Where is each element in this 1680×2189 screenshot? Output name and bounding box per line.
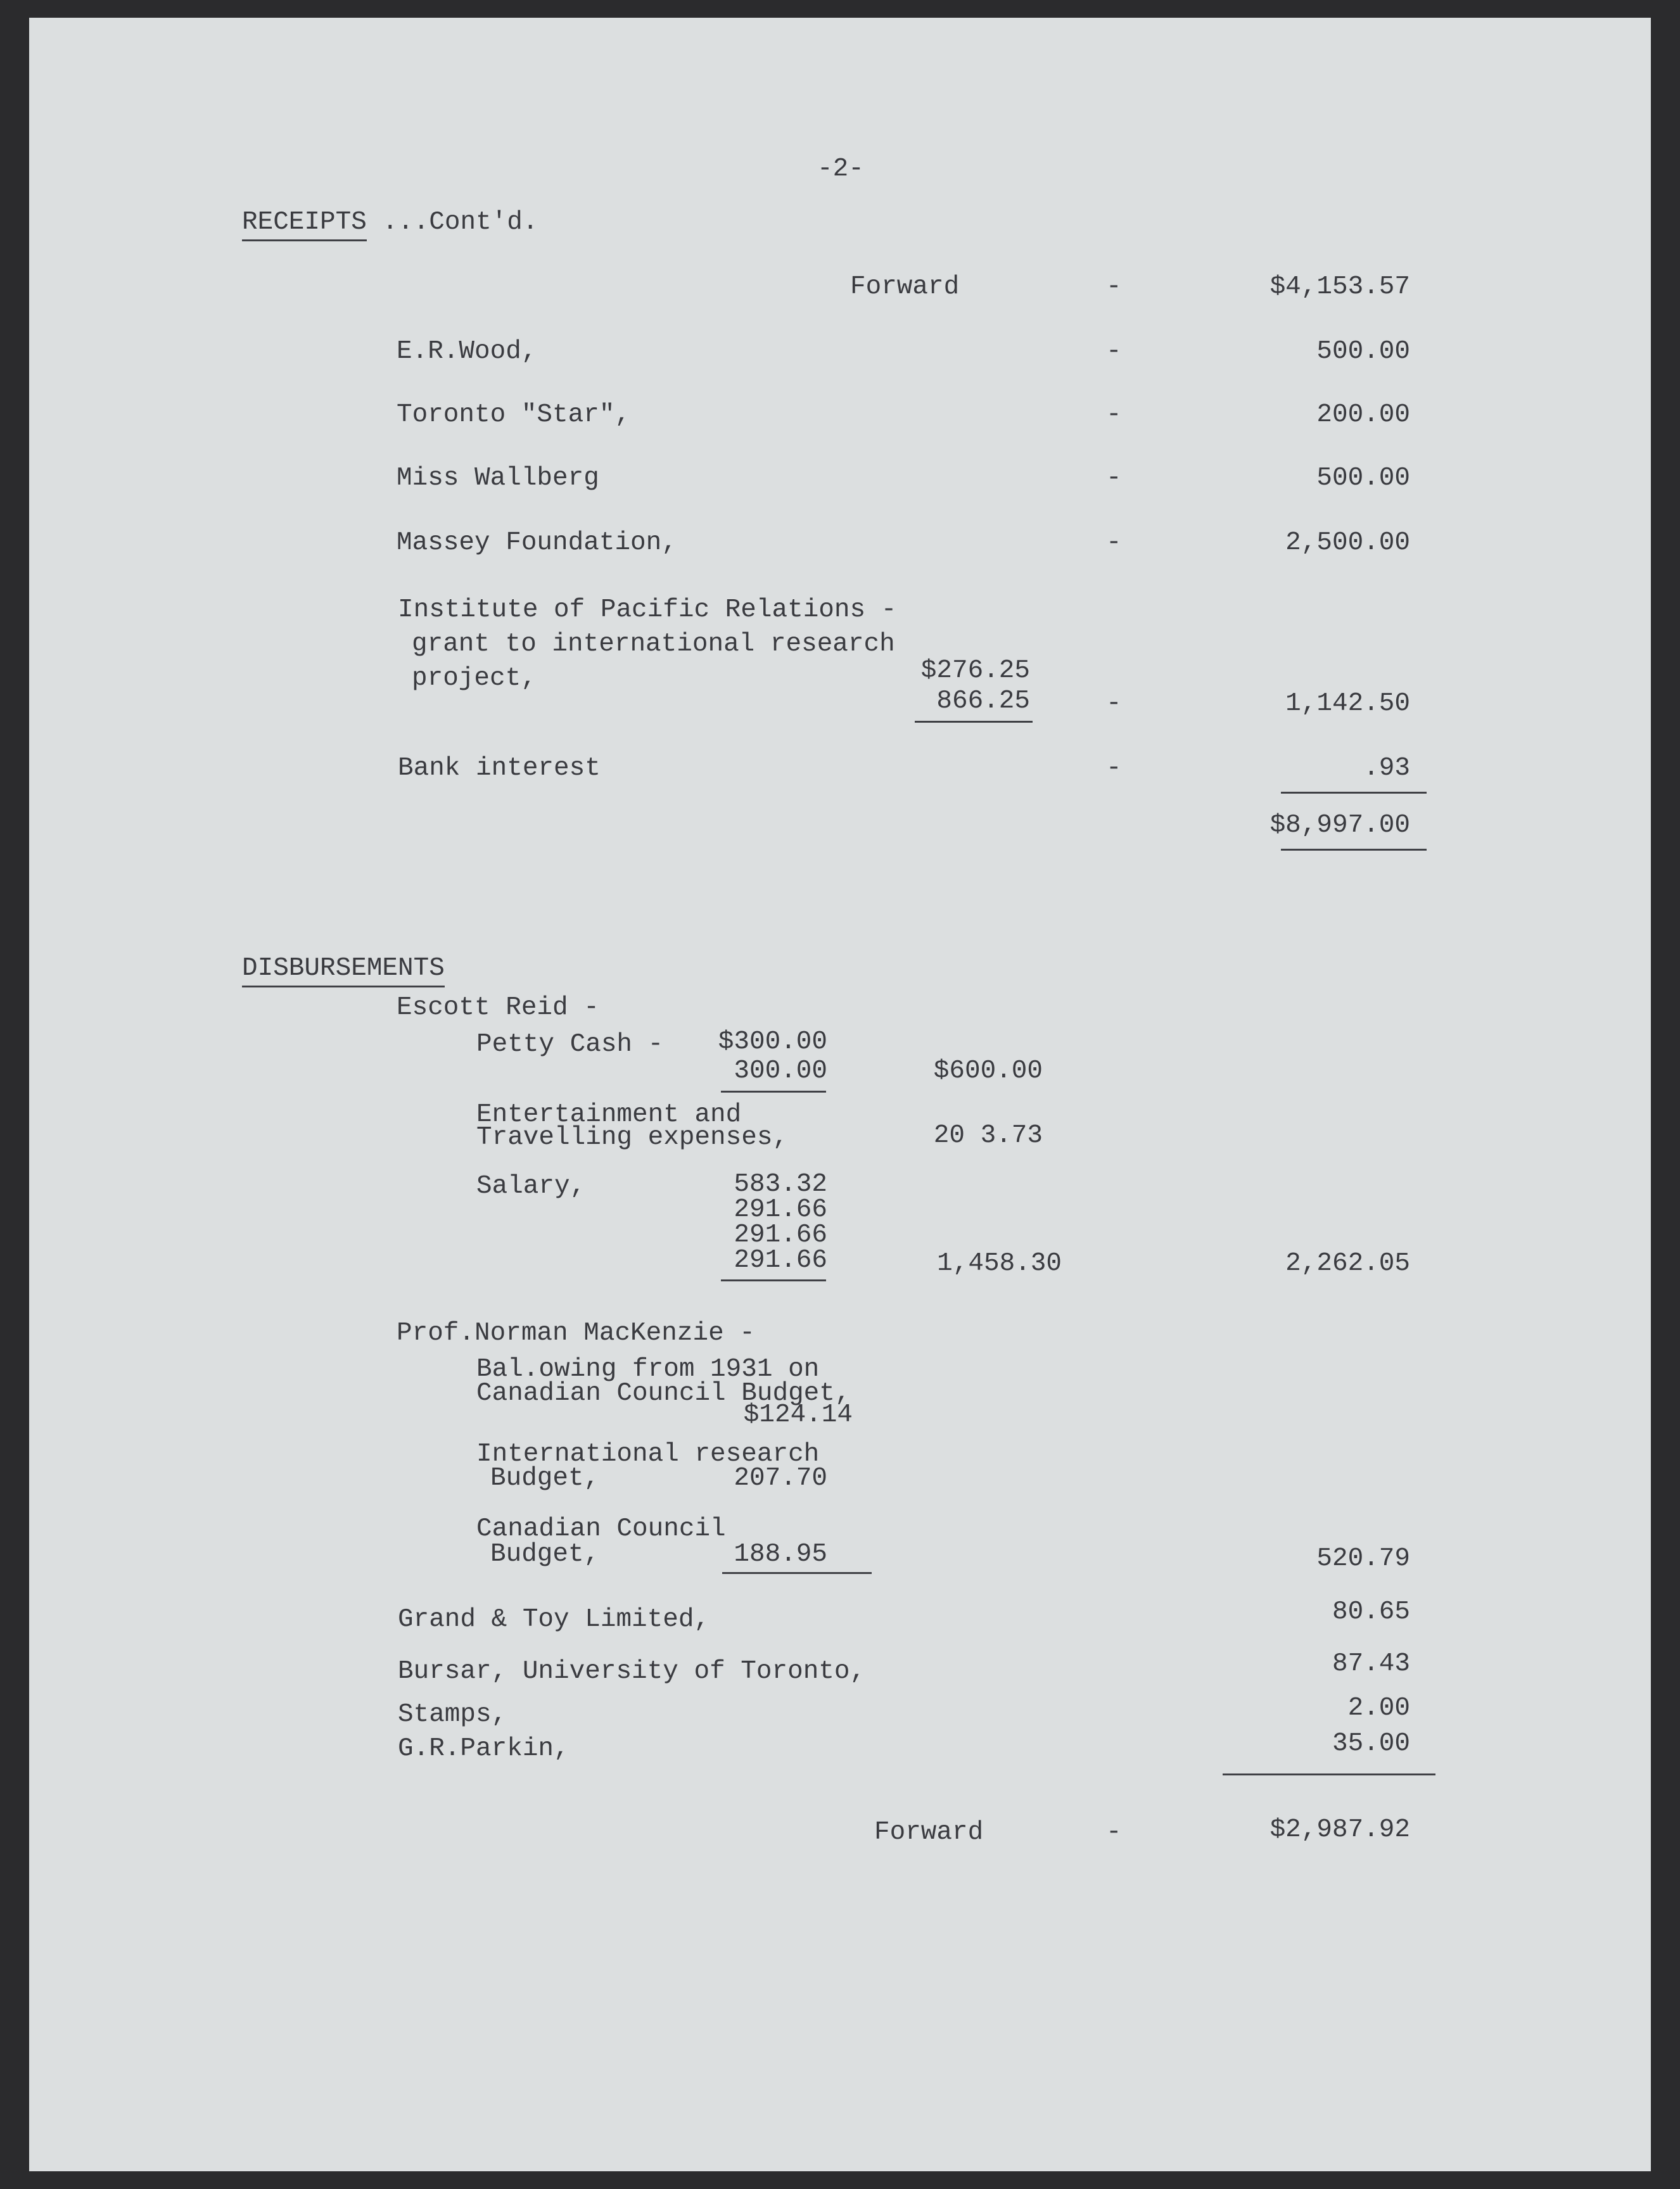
mackenzie-cc-line-1: Canadian Council bbox=[476, 1514, 726, 1544]
receipt-label: Massey Foundation, bbox=[397, 528, 677, 557]
bank-interest-label: Bank interest bbox=[398, 754, 601, 783]
petty-cash-rule bbox=[721, 1091, 826, 1093]
receipt-dash: - bbox=[1106, 400, 1122, 429]
disbursement-amount: 35.00 bbox=[1332, 1729, 1410, 1758]
receipts-heading: RECEIPTS bbox=[242, 208, 367, 241]
receipts-forward-dash: - bbox=[1106, 272, 1122, 301]
disbursement-amount: 87.43 bbox=[1332, 1649, 1410, 1678]
ipr-subamount-2: 866.25 bbox=[936, 687, 1030, 716]
mackenzie-balance-line-2: Canadian Council Budget, bbox=[476, 1379, 851, 1408]
receipt-amount: 500.00 bbox=[1316, 464, 1410, 493]
ipr-dash: - bbox=[1106, 689, 1122, 718]
receipt-amount: 2,500.00 bbox=[1285, 528, 1410, 557]
ipr-amount: 1,142.50 bbox=[1285, 689, 1410, 718]
receipt-label: E.R.Wood, bbox=[397, 337, 537, 366]
page-number: -2- bbox=[817, 155, 864, 184]
ipr-line-3: project, bbox=[412, 664, 537, 693]
disbursement-amount: 80.65 bbox=[1332, 1597, 1410, 1627]
disbursements-heading: DISBURSEMENTS bbox=[242, 954, 445, 987]
ipr-subtotal-rule bbox=[915, 721, 1033, 723]
receipts-total: $8,997.00 bbox=[1270, 811, 1410, 840]
disbursement-label: Bursar, University of Toronto, bbox=[398, 1657, 866, 1686]
disbursements-forward-amount: $2,987.92 bbox=[1270, 1815, 1410, 1844]
petty-cash-amount-2: 300.00 bbox=[734, 1056, 827, 1086]
receipt-label: Miss Wallberg bbox=[397, 464, 599, 493]
salary-label: Salary, bbox=[476, 1172, 586, 1201]
receipts-forward-amount: $4,153.57 bbox=[1270, 272, 1410, 301]
salary-value: 291.66 bbox=[734, 1221, 827, 1250]
mackenzie-intl-amount: 207.70 bbox=[734, 1464, 827, 1493]
ipr-line-1: Institute of Pacific Relations - bbox=[398, 595, 897, 625]
entertainment-line-1: Entertainment and bbox=[476, 1100, 742, 1129]
mackenzie-balance-line-1: Bal.owing from 1931 on bbox=[476, 1355, 820, 1384]
mackenzie-cc-line-2: Budget, bbox=[490, 1540, 600, 1569]
petty-cash-total: $600.00 bbox=[933, 1056, 1043, 1086]
disbursements-heading-row bbox=[242, 954, 445, 983]
receipt-amount: 500.00 bbox=[1316, 337, 1410, 366]
receipts-sum-rule bbox=[1281, 792, 1427, 794]
document-page bbox=[29, 18, 1651, 2171]
mackenzie-balance-amount: $124.14 bbox=[743, 1400, 853, 1430]
salary-value: 291.66 bbox=[734, 1246, 827, 1275]
mackenzie-cc-amount: 188.95 bbox=[734, 1540, 827, 1569]
disbursements-forward-dash: - bbox=[1106, 1818, 1122, 1847]
salary-rule bbox=[721, 1279, 826, 1281]
salary-value: 583.32 bbox=[734, 1170, 827, 1199]
disbursement-label: Grand & Toy Limited, bbox=[398, 1605, 710, 1634]
entertainment-line-2: Travelling expenses, bbox=[476, 1123, 789, 1152]
reid-name: Escott Reid - bbox=[397, 993, 599, 1022]
receipts-heading-suffix: ...Cont'd. bbox=[366, 208, 538, 237]
disbursement-amount: 2.00 bbox=[1347, 1694, 1410, 1723]
mackenzie-name: Prof.Norman MacKenzie - bbox=[397, 1319, 755, 1348]
receipt-dash: - bbox=[1106, 464, 1122, 493]
mackenzie-intl-line-2: Budget, bbox=[490, 1464, 600, 1493]
disbursement-label: Stamps, bbox=[398, 1700, 507, 1729]
mackenzie-cc-rule bbox=[722, 1572, 872, 1574]
disbursement-label: G.R.Parkin, bbox=[398, 1734, 570, 1763]
disbursements-sum-rule bbox=[1223, 1773, 1435, 1775]
petty-cash-label: Petty Cash - bbox=[476, 1030, 664, 1059]
receipts-heading-row bbox=[242, 208, 538, 237]
ipr-subamount-1: $276.25 bbox=[920, 656, 1030, 685]
receipt-dash: - bbox=[1106, 528, 1122, 557]
disbursements-forward-label: Forward bbox=[874, 1818, 984, 1847]
receipt-label: Toronto "Star", bbox=[397, 400, 631, 429]
salary-total: 1,458.30 bbox=[937, 1249, 1062, 1278]
receipt-dash: - bbox=[1106, 337, 1122, 366]
receipts-total-rule bbox=[1281, 849, 1427, 851]
mackenzie-intl-line-1: International research bbox=[476, 1440, 820, 1469]
salary-value: 291.66 bbox=[734, 1195, 827, 1224]
entertainment-amount: 20 3.73 bbox=[933, 1121, 1043, 1150]
bank-interest-dash: - bbox=[1106, 754, 1122, 783]
mackenzie-total: 520.79 bbox=[1316, 1544, 1410, 1573]
reid-total: 2,262.05 bbox=[1285, 1249, 1410, 1278]
petty-cash-amount-1: $300.00 bbox=[718, 1027, 827, 1056]
ipr-line-2: grant to international research bbox=[412, 630, 895, 659]
receipt-amount: 200.00 bbox=[1316, 400, 1410, 429]
receipts-forward-label: Forward bbox=[850, 272, 960, 301]
bank-interest-amount: .93 bbox=[1363, 754, 1410, 783]
